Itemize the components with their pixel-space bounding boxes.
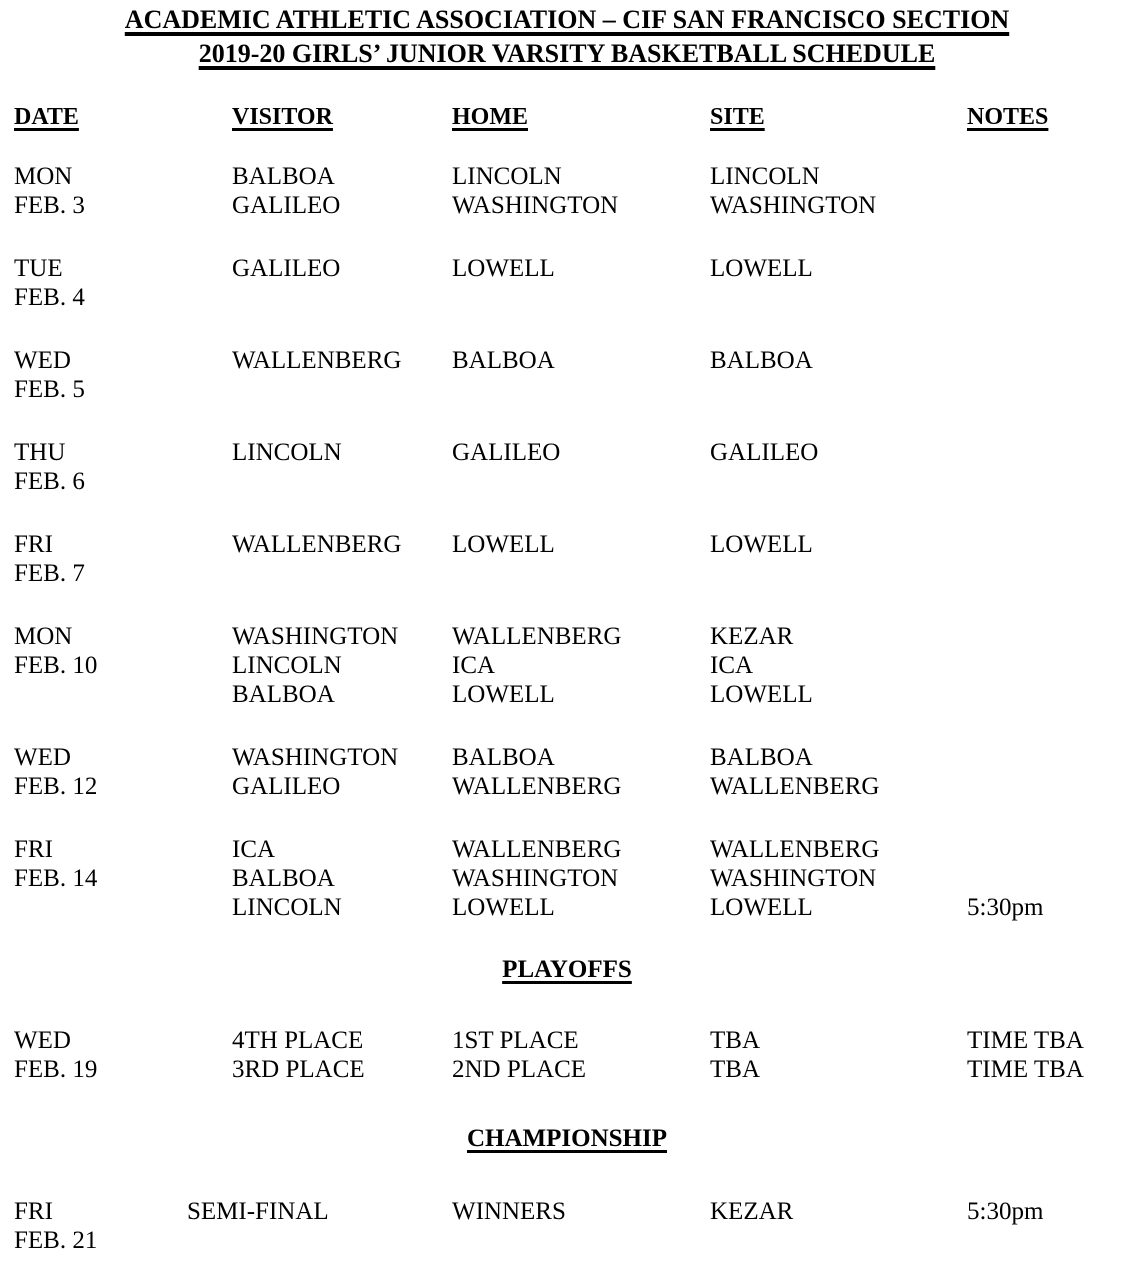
visitor-cell: GALILEO [232,255,341,282]
visitor-cell: GALILEO [232,192,341,219]
visitor-cell: 4TH PLACE [232,1027,364,1054]
date-label: FEB. 19 [14,1056,98,1083]
regular-season-rows [0,162,1134,922]
date-label: FEB. 10 [14,652,98,679]
schedule-row-feb7 [0,530,1134,588]
site-cell: ICA [710,652,754,679]
day-label: THU [14,439,66,466]
visitor-cell: BALBOA [232,681,335,708]
visitor-cell: WALLENBERG [232,347,402,374]
visitor-cell: GALILEO [232,773,341,800]
home-cell: GALILEO [452,439,561,466]
column-header-site: SITE [710,104,765,130]
notes-cell [967,864,1134,893]
site-cell: TBA [710,1056,760,1083]
title-line-1 [0,3,1134,37]
site-cell: KEZAR [710,1198,794,1225]
notes-cell: 5:30pm [967,1198,1044,1225]
home-cell: WALLENBERG [452,773,622,800]
championship-heading: CHAMPIONSHIP [467,1125,667,1152]
home-cell: WALLENBERG [452,836,622,863]
schedule-row-feb4 [0,254,1134,312]
visitor-cell: WASHINGTON [232,623,399,650]
visitor-cell: WALLENBERG [232,531,402,558]
date-label: FEB. 3 [14,192,85,219]
day-label: WED [14,744,71,771]
notes-cell [967,530,1134,559]
playoffs-heading: PLAYOFFS [502,956,632,983]
site-cell: BALBOA [710,347,813,374]
home-cell: LINCOLN [452,163,562,190]
column-header-notes: NOTES [967,104,1049,130]
visitor-cell: ICA [232,836,276,863]
site-cell: LOWELL [710,894,813,921]
day-label: MON [14,623,73,650]
visitor-cell: BALBOA [232,163,335,190]
schedule-row-feb10 [0,622,1134,709]
site-cell: GALILEO [710,439,819,466]
notes-cell [967,254,1134,283]
home-cell: BALBOA [452,744,555,771]
site-cell: LOWELL [710,681,813,708]
home-cell: LOWELL [452,531,555,558]
site-cell: LOWELL [710,255,813,282]
home-cell: LOWELL [452,255,555,282]
notes-cell [967,162,1134,191]
notes-cell [967,651,1134,680]
schedule-row-feb19 [0,1026,1134,1084]
notes-cell: 5:30pm [967,894,1044,921]
visitor-cell: BALBOA [232,865,335,892]
notes-cell [967,772,1134,801]
notes-cell [967,191,1134,220]
column-header-visitor: VISITOR [232,104,333,130]
date-label: FEB. 6 [14,468,85,495]
title-line-2-text: 2019-20 GIRLS’ JUNIOR VARSITY BASKETBALL SCHEDULE [198,39,936,68]
visitor-cell: LINCOLN [232,652,342,679]
day-label: TUE [14,255,63,282]
schedule-row-feb5 [0,346,1134,404]
column-header-row [0,103,1134,132]
notes-cell [967,346,1134,375]
schedule-row-feb6 [0,438,1134,496]
column-header-date: DATE [14,104,79,130]
day-label: WED [14,347,71,374]
site-cell: WASHINGTON [710,192,877,219]
home-cell: 2ND PLACE [452,1056,587,1083]
site-cell: KEZAR [710,623,794,650]
title-line-1-text: ACADEMIC ATHLETIC ASSOCIATION – CIF SAN FRANCISCO SECTION [124,5,1010,34]
schedule-row-feb14 [0,835,1134,922]
document-title-block [0,0,1134,71]
site-cell: LINCOLN [710,163,820,190]
home-cell: BALBOA [452,347,555,374]
home-cell: WINNERS [452,1198,566,1225]
visitor-cell: LINCOLN [232,439,342,466]
home-cell: WALLENBERG [452,623,622,650]
notes-cell: TIME TBA [967,1027,1084,1054]
day-label: WED [14,1027,71,1054]
schedule-row-feb21 [0,1197,1134,1255]
notes-cell [967,743,1134,772]
site-cell: WALLENBERG [710,773,880,800]
date-label: FEB. 7 [14,560,85,587]
visitor-cell: SEMI-FINAL [187,1198,329,1225]
schedule-row-feb3 [0,162,1134,220]
site-cell: WASHINGTON [710,865,877,892]
column-header-home: HOME [452,104,528,130]
day-label: MON [14,163,73,190]
date-label: FEB. 4 [14,284,85,311]
home-cell: 1ST PLACE [452,1027,579,1054]
day-label: FRI [14,1198,53,1225]
notes-cell [967,835,1134,864]
schedule-row-feb12 [0,743,1134,801]
home-cell: WASHINGTON [452,865,619,892]
site-cell: LOWELL [710,531,813,558]
site-cell: WALLENBERG [710,836,880,863]
notes-cell [967,680,1134,709]
site-cell: BALBOA [710,744,813,771]
date-label: FEB. 12 [14,773,98,800]
visitor-cell: WASHINGTON [232,744,399,771]
visitor-cell: 3RD PLACE [232,1056,365,1083]
visitor-cell: LINCOLN [232,894,342,921]
home-cell: LOWELL [452,681,555,708]
day-label: FRI [14,836,53,863]
date-label: FEB. 21 [14,1227,98,1254]
site-cell: TBA [710,1027,760,1054]
date-label: FEB. 14 [14,865,98,892]
home-cell: ICA [452,652,496,679]
title-line-2 [0,37,1134,71]
date-label: FEB. 5 [14,376,85,403]
day-label: FRI [14,531,53,558]
notes-cell [967,438,1134,467]
home-cell: LOWELL [452,894,555,921]
home-cell: WASHINGTON [452,192,619,219]
notes-cell: TIME TBA [967,1056,1084,1083]
notes-cell [967,622,1134,651]
